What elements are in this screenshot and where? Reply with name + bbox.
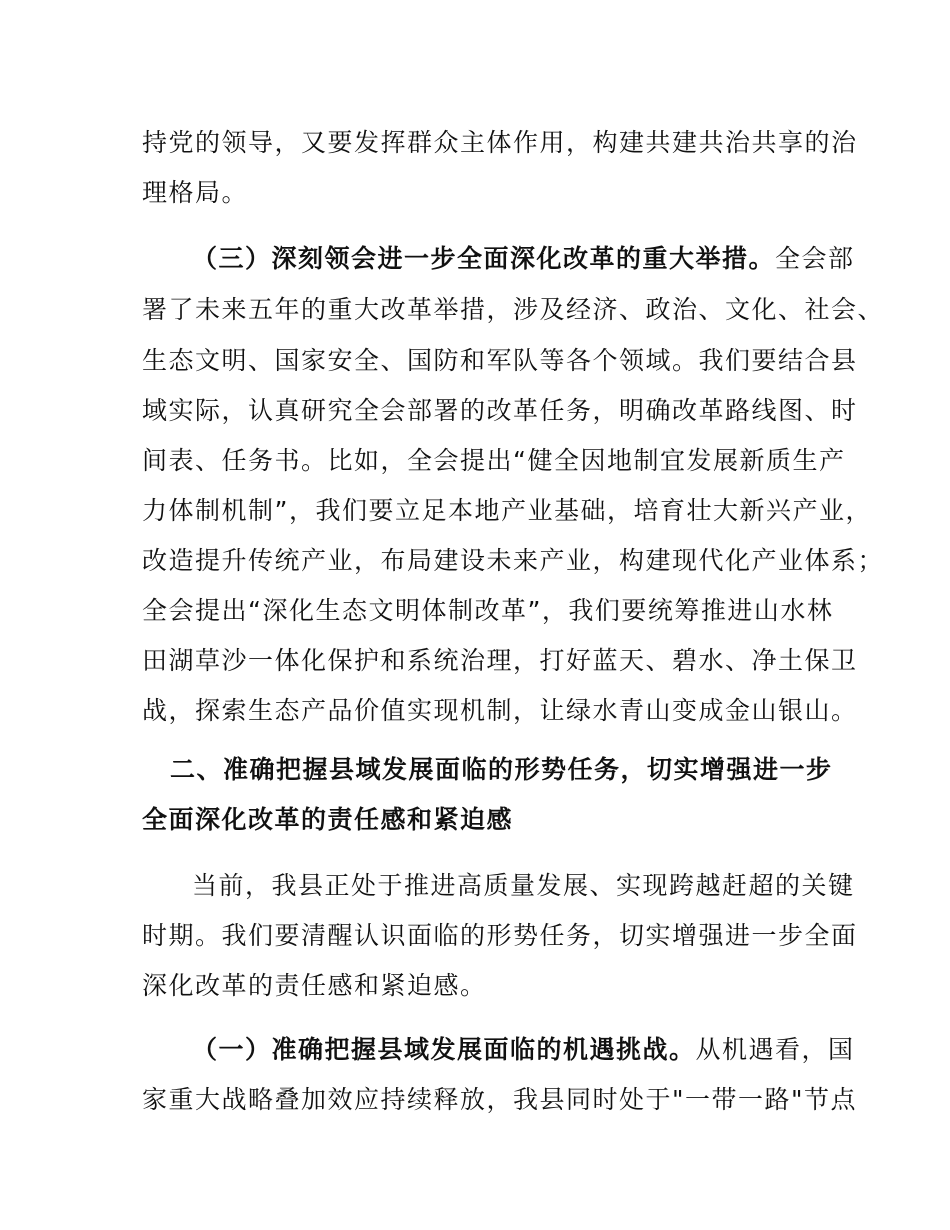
paragraph-line: 理格局。 bbox=[142, 178, 249, 207]
section-heading: 二、准确把握县域发展面临的形势任务，切实增强进一步 bbox=[170, 755, 833, 784]
paragraph-line: 力体制机制”，我们要立足本地产业基础，培育壮大新兴产业， bbox=[142, 496, 872, 525]
subsection-heading: （一）准确把握县域发展面临的机遇挑战。 bbox=[192, 1035, 696, 1064]
paragraph-line: 家重大战略叠加效应持续释放，我县同时处于"一带一路"节点 bbox=[142, 1085, 858, 1114]
paragraph-line: 域实际，认真研究全会部署的改革任务，明确改革路线图、时 bbox=[142, 396, 858, 425]
subsection-heading-line bbox=[192, 232, 892, 286]
paragraph-line: 田湖草沙一体化保护和系统治理，打好蓝天、碧水、净土保卫 bbox=[142, 646, 858, 675]
paragraph-line: 时期。我们要清醒认识面临的形势任务，切实增强进一步全面 bbox=[142, 921, 858, 950]
paragraph-line: 战，探索生态产品价值实现机制，让绿水青山变成金山银山。 bbox=[142, 696, 858, 725]
subsection-lead-text: 从机遇看，国 bbox=[695, 1035, 855, 1064]
subsection-heading: （三）深刻领会进一步全面深化改革的重大举措。 bbox=[192, 244, 776, 273]
paragraph-line: 改造提升传统产业，布局建设未来产业，构建现代化产业体系； bbox=[142, 546, 885, 575]
subsection-lead-text: 全会部 bbox=[775, 244, 855, 273]
paragraph-line: 当前，我县正处于推进高质量发展、实现跨越赶超的关键 bbox=[192, 871, 855, 900]
paragraph-line: 署了未来五年的重大改革举措，涉及经济、政治、文化、社会、 bbox=[142, 295, 885, 324]
paragraph-line: 持党的领导，又要发挥群众主体作用，构建共建共治共享的治 bbox=[142, 128, 858, 157]
section-heading: 全面深化改革的责任感和紧迫感 bbox=[142, 805, 514, 834]
paragraph-line: 全会提出“深化生态文明体制改革”，我们要统筹推进山水林 bbox=[142, 596, 834, 625]
paragraph-line: 深化改革的责任感和紧迫感。 bbox=[142, 971, 487, 1000]
paragraph-line: 生态文明、国家安全、国防和军队等各个领域。我们要结合县 bbox=[142, 346, 858, 375]
subsection-heading-line bbox=[192, 1023, 892, 1077]
paragraph-line: 间表、任务书。比如，全会提出“健全因地制宜发展新质生产 bbox=[142, 446, 846, 475]
